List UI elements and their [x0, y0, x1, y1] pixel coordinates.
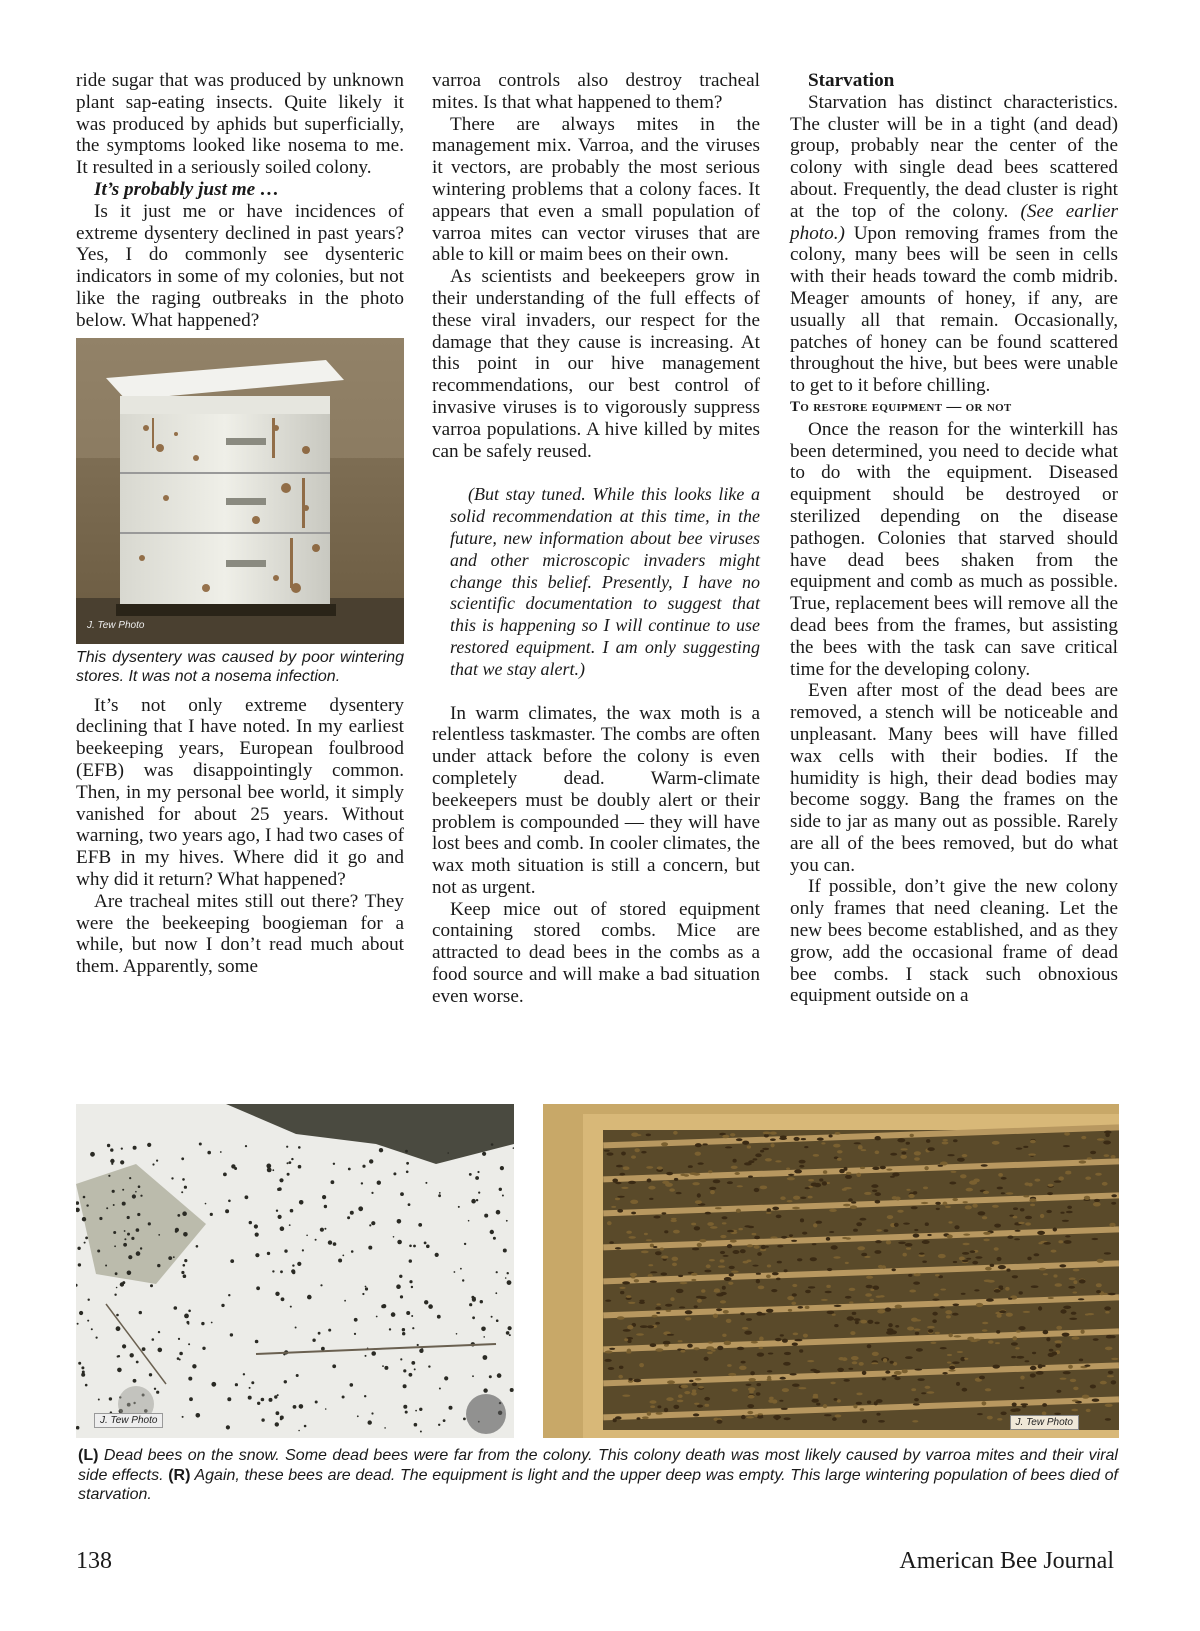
paragraph: Even after most of the dead bees are removed, a stench will be noticeable and unpleasant. Many bees will have filled wax cells with their bodies. If the humidity is high, their dead bodies may become soggy. Bang the frames on the side to jar as many out as possible. Rarely are all of the bees removed, but do what you can. — [790, 680, 1118, 876]
bottom-photos-caption — [78, 1446, 1118, 1505]
paragraph: varroa controls also destroy tracheal mites. Is that what happened to them? — [432, 70, 760, 113]
column-2 — [432, 70, 760, 1008]
paragraph: It’s not only extreme dysentery declining that I have noted. In my earliest beekeeping years, European foulbrood (EFB) was disappointingly common. Then, in my personal bee world, it simply vanished for about 25 years. Without warning, two years ago, I had two cases of EFB in my hives. Where did it go and why did it return? What happened? — [76, 694, 404, 890]
paragraph: There are always mites in the management mix. Varroa, and the viruses it vectors, are probably the most serious wintering problems that a colony faces. It appears that even a small population of varroa mites can vector viruses that are able to kill or maim bees on their own. — [432, 113, 760, 266]
photo-credit: J. Tew Photo — [87, 619, 145, 631]
column-1 — [76, 70, 404, 978]
dead-bees-frames-photo — [543, 1104, 1119, 1438]
section-heading-restore: To restore equipment — or not — [790, 398, 1012, 415]
section-heading-starvation: Starvation — [808, 70, 895, 91]
frames-photo-illustration — [543, 1104, 1119, 1438]
section-heading: It’s probably just me … — [94, 178, 280, 200]
paragraph: Keep mice out of stored equipment containing stored combs. Mice are attracted to dead bees in the combs as a food source and will make a bad situation even worse. — [432, 898, 760, 1007]
paragraph: As scientists and beekeepers grow in their understanding of the full effects of these viral invaders, our respect for the damage that they cause is increasing. At this point in our hive management recommendations, our best control of invasive viruses is to vigorously suppress varroa populations. A hive killed by mites can be safely reused. — [432, 266, 760, 462]
hive-dysentery-photo — [76, 338, 404, 644]
editorial-note-text: (But stay tuned. While this looks like a solid recommendation at this time, in the future, new information about bee viruses and other microscopic invaders might change this belief. Presently, I have no scientific documentation to suggest that this is happening so I will continue to use restored equipment. I am only suggesting that we stay alert.) — [450, 484, 760, 679]
paragraph — [790, 92, 1118, 397]
column-3 — [790, 70, 1118, 1007]
journal-name: American Bee Journal — [899, 1548, 1114, 1574]
dead-bees-snow-photo — [76, 1104, 514, 1438]
snow-photo-illustration — [76, 1104, 514, 1438]
editorial-note — [450, 484, 760, 680]
caption-right: Again, these bees are dead. The equipment is light and the upper deep was empty. This large wintering population of bees died of starvation. — [78, 1466, 1118, 1503]
photo-reference: (See earlier photo.) — [790, 200, 1118, 244]
paragraph-part: Upon removing frames from the colony, many bees will be seen in cells with their heads toward the comb midrib. Meager amounts of honey, if any, are usually all that remain. Occasionally, patches of honey can be found scattered throughout the hive, but bees were unable to get to it before chilling. — [790, 222, 1118, 397]
page-number: 138 — [76, 1548, 112, 1574]
caption-tag-right: (R) — [168, 1466, 191, 1484]
paragraph: ride sugar that was produced by unknown plant sap-eating insects. Quite likely it was produced by aphids but superficially, the symptoms looked like nosema to me. It resulted in a seriously soiled colony. — [76, 70, 404, 179]
paragraph: Is it just me or have incidences of extreme dysentery declined in past years? Yes, I do commonly see dysenteric indicators in some of my colonies, but not like the raging outbreaks in the photo below. What happened? — [76, 200, 404, 331]
photo-caption: This dysentery was caused by poor wintering stores. It was not a nosema infection. — [76, 648, 404, 686]
paragraph: If possible, don’t give the new colony only frames that need cleaning. Let the new bees become established, and as they grow, add the occasional frame of dead bee combs. I stack such obnoxious equipment outside on a — [790, 876, 1118, 1007]
paragraph-part: Starvation has distinct characteristics. The cluster will be in a tight (and dead) group, probably near the center of the colony with single dead bees scattered about. Frequently, the dead cluster is right at the top of the colony. — [790, 91, 1118, 222]
hive-photo-illustration — [76, 338, 404, 644]
caption-tag-left: (L) — [78, 1447, 99, 1464]
caption-left: Dead bees on the snow. Some dead bees were far from the colony. This colony death was most likely caused by varroa mites and their viral side effects. — [78, 1447, 1118, 1484]
paragraph: Are tracheal mites still out there? They were the beekeeping boogieman for a while, but now I don’t read much about them. Apparently, some — [76, 890, 404, 978]
photo-credit: J. Tew Photo — [1010, 1415, 1079, 1430]
paragraph: Once the reason for the winterkill has been determined, you need to decide what to do with the equipment. Diseased equipment should be destroyed or sterilized depending on the disease pathogen. Colonies that starved should have dead bees shaken from the equipment and comb as much as possible. True, replacement bees will remove all the dead bees from the frames, but assisting the bees with the task can save critical time for the developing colony. — [790, 418, 1118, 680]
photo-credit: J. Tew Photo — [94, 1413, 163, 1428]
paragraph: In warm climates, the wax moth is a relentless taskmaster. The combs are often under attack before the colony is even completely dead. Warm-climate beekeepers must be doubly alert or their problem is compounded — they will have lost bees and comb. In cooler climates, the wax moth situation is still a concern, but not as urgent. — [432, 702, 760, 898]
